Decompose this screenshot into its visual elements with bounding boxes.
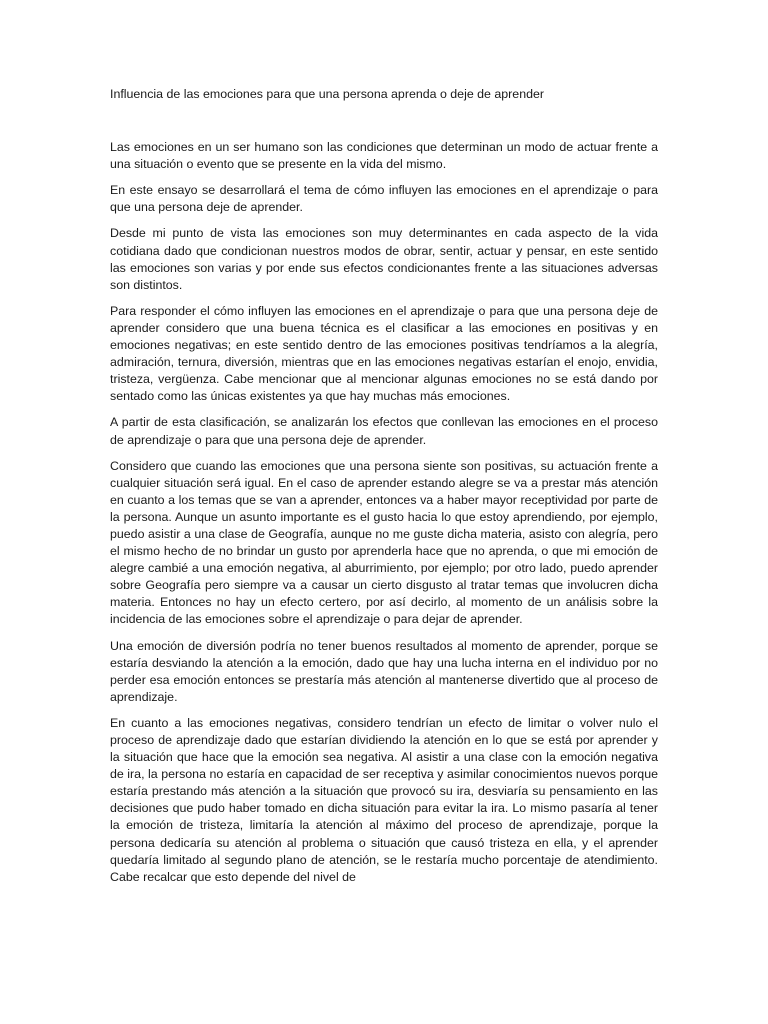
paragraph: En este ensayo se desarrollará el tema de cómo influyen las emociones en el aprendizaje o para que una persona deje de aprender. [110,183,658,215]
document-page [110,86,658,895]
paragraph: En cuanto a las emociones negativas, considero tendrían un efecto de limitar o volver nulo el proceso de aprendizaje dado que estarían dividiendo la atención en lo que se está por aprender y la situación que hace que la emoción sea negativa. Al asistir a una clase con la emoción negativa de ira, la persona no estaría en capacidad de ser receptiva y asimilar conocimientos nuevos porque estaría prestando más atención a la situación que provocó su ira, desviaría su pensamiento en las decisiones que pudo haber tomado en dicha situación para evitar la ira. Lo mismo pasaría al tener la emoción de tristeza, limitaría la atención al máximo del proceso de aprendizaje, porque la persona dedicaría su atención al problema o situación que causó tristeza en ella, y el aprender quedaría limitado al segundo plano de atención, se le restaría mucho porcentaje de atendimiento. Cabe recalcar que esto depende del nivel de [110,715,658,884]
paragraph: Considero que cuando las emociones que una persona siente son positivas, su actuación frente a cualquier situación será igual. En el caso de aprender estando alegre se va a prestar más atención en cuanto a los temas que se van a aprender, entonces va a haber mayor receptividad por parte de la persona. Aunque un asunto importante es el gusto hacia lo que estoy aprendiendo, por ejemplo, puedo asistir a una clase de Geografía, aunque no me guste dicha materia, asisto con alegría, pero el mismo hecho de no brindar un gusto por aprenderla hace que no aprenda, o que mi emoción de alegre cambié a una emoción negativa, al aburrimiento, por ejemplo; por otro lado, puedo aprender sobre Geografía pero siempre va a causar un cierto disgusto al tratar temas que involucren dicha materia. Entonces no hay un efecto certero, por así decirlo, al momento de un análisis sobre la incidencia de las emociones sobre el aprendizaje o para dejar de aprender. [110,458,658,627]
paragraph: Las emociones en un ser humano son las condiciones que determinan un modo de actuar frente a una situación o evento que se presente en la vida del mismo. [110,140,658,172]
paragraph: A partir de esta clasificación, se analizarán los efectos que conllevan las emociones en el proceso de aprendizaje o para que una persona deje de aprender. [110,415,658,447]
document-title: Influencia de las emociones para que una persona aprenda o deje de aprender [110,87,544,101]
paragraph: Para responder el cómo influyen las emociones en el aprendizaje o para que una persona deje de aprender considero que una buena técnica es el clasificar a las emociones en positivas y en emociones negativas; en este sentido dentro de las emociones positivas tendríamos a la alegría, admiración, ternura, diversión, mientras que en las emociones negativas estarían el enojo, envidia, tristeza, vergüenza. Cabe mencionar que al mencionar algunas emociones no se está dando por sentado como las únicas existentes ya que hay muchas más emociones. [110,303,658,404]
paragraph: Desde mi punto de vista las emociones son muy determinantes en cada aspecto de la vida cotidiana dado que condicionan nuestros modos de obrar, sentir, actuar y pensar, en este sentido las emociones son varias y por ende sus efectos condicionantes frente a las situaciones adversas son distintos. [110,226,658,292]
paragraph: Una emoción de diversión podría no tener buenos resultados al momento de aprender, porque se estaría desviando la atención a la emoción, dado que hay una lucha interna en el individuo por no perder esa emoción entonces se prestaría más atención al mantenerse divertido que al proceso de aprendizaje. [110,638,658,704]
